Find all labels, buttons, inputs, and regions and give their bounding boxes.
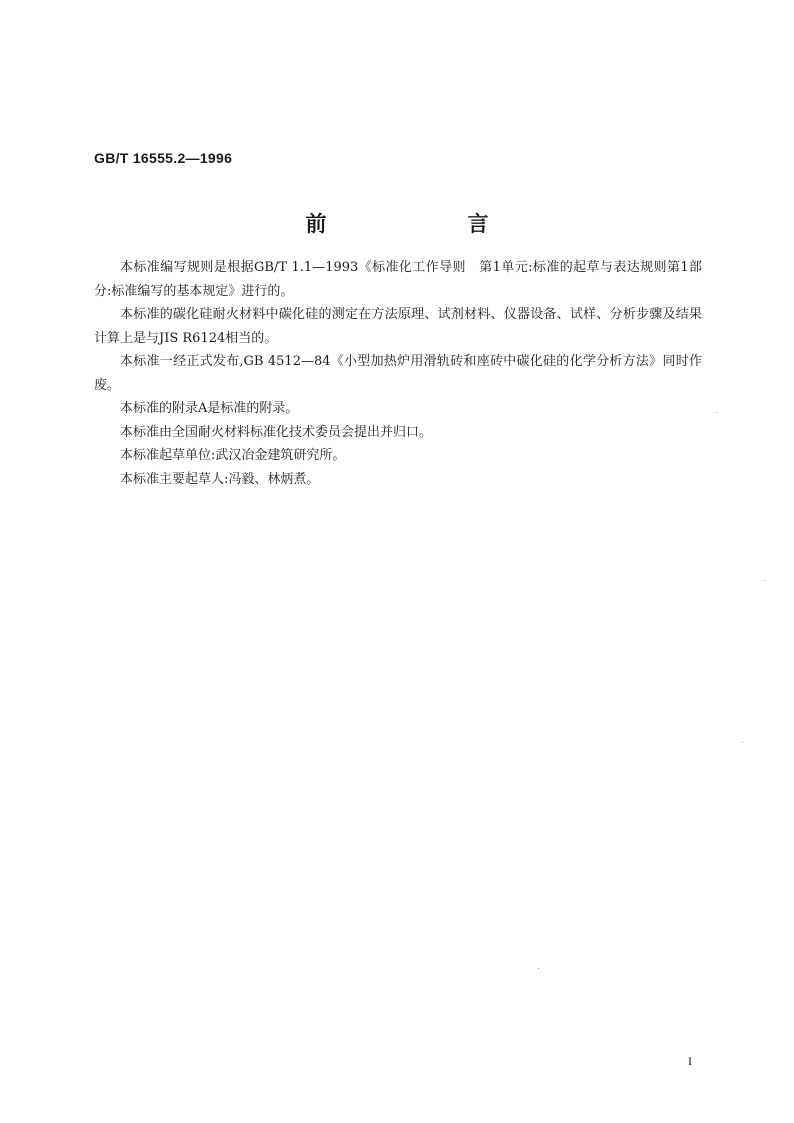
scan-speck bbox=[742, 742, 743, 743]
page-number: I bbox=[688, 1054, 692, 1068]
scan-speck bbox=[538, 968, 539, 969]
paragraph-supersedes: 本标准一经正式发布,GB 4512—84《小型加热炉用滑轨砖和座砖中碳化硅的化学分析方法》同时作废。 bbox=[94, 354, 702, 393]
scan-speck bbox=[764, 580, 765, 581]
scan-speck bbox=[716, 412, 717, 413]
foreword-body bbox=[94, 256, 702, 491]
paragraph-proposer: 本标准由全国耐火材料标准化技术委员会提出并归口。 bbox=[120, 424, 433, 440]
paragraph-appendix: 本标准的附录A是标准的附录。 bbox=[120, 401, 299, 416]
paragraph-drafting-unit: 本标准起草单位:武汉冶金建筑研究所。 bbox=[120, 448, 346, 463]
paragraph-drafters: 本标准主要起草人:冯毅、林炳煮。 bbox=[120, 471, 320, 487]
page-title: 前 言 bbox=[305, 212, 549, 236]
standard-code: GB/T 16555.2—1996 bbox=[94, 150, 233, 166]
paragraph-drafting-rules: 本标准编写规则是根据GB/T 1.1—1993《标准化工作导则 第1单元:标准的起草与表达规则第1部分:标准编写的基本规定》进行的。 bbox=[94, 260, 702, 299]
paragraph-equivalence: 本标准的碳化硅耐火材料中碳化硅的测定在方法原理、试剂材料、仪器设备、试样、分析步骤及结果计算上是与JIS R6124相当的。 bbox=[94, 307, 702, 346]
